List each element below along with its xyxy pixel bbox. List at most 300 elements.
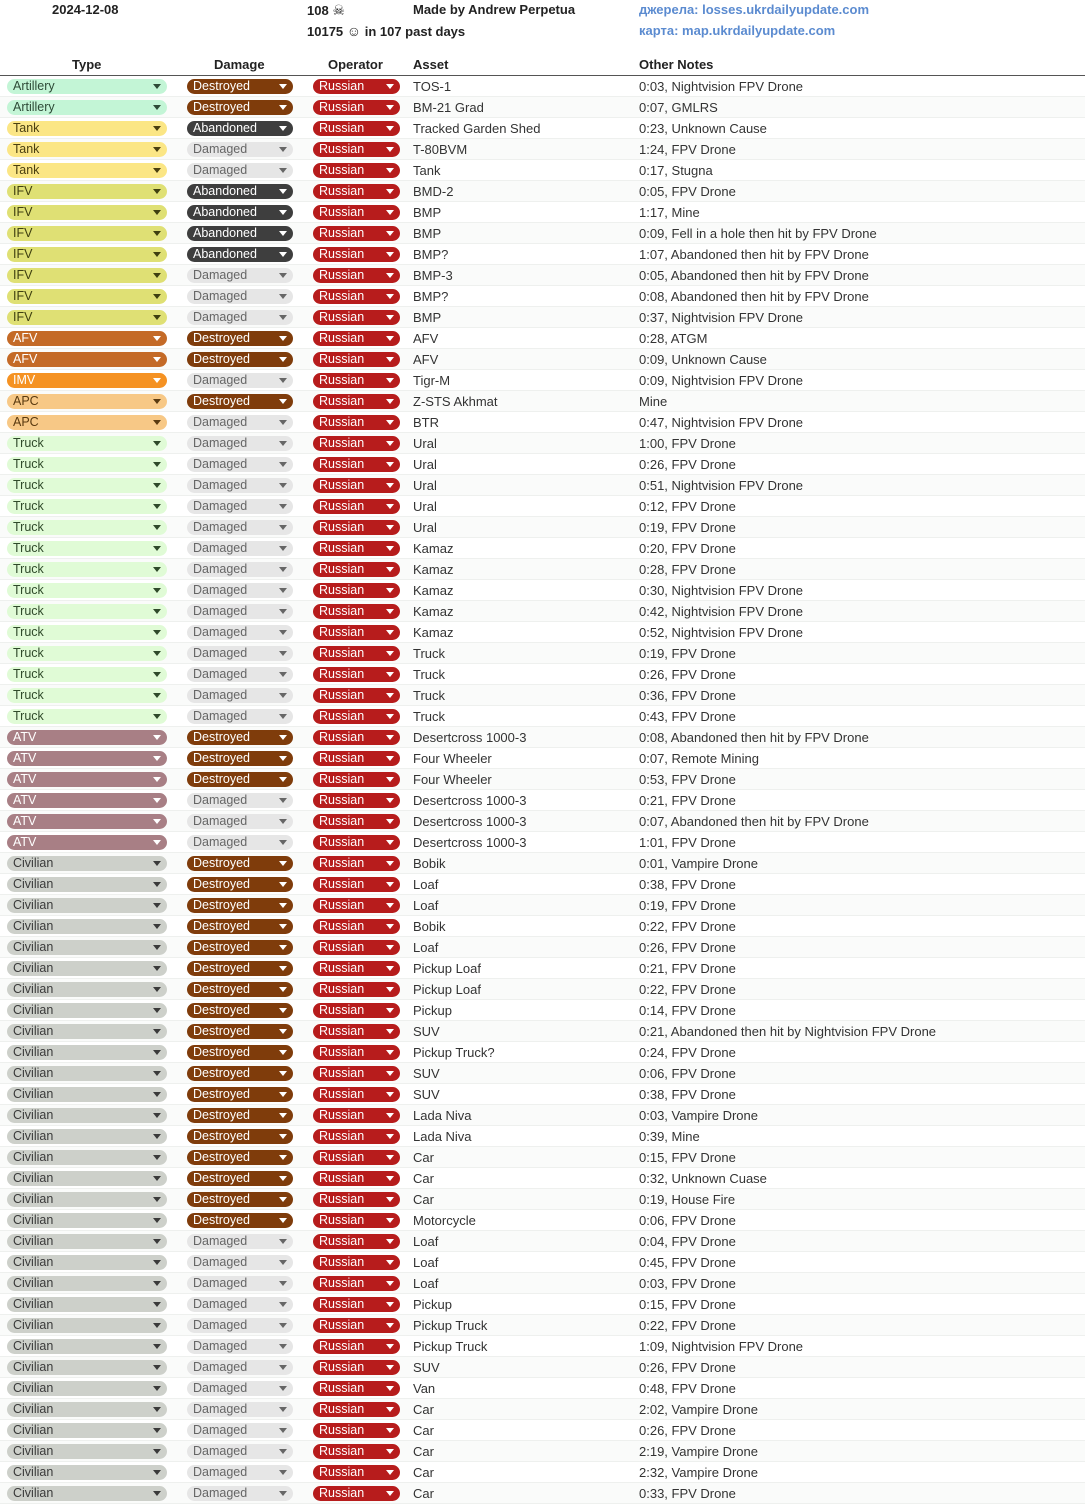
type-dropdown[interactable] [7,814,167,829]
operator-dropdown[interactable] [313,625,400,640]
type-dropdown[interactable] [7,247,167,262]
damage-dropdown[interactable] [187,1486,293,1501]
damage-dropdown[interactable] [187,1255,293,1270]
asset-cell[interactable]: Desertcross 1000-3 [413,835,527,850]
operator-dropdown[interactable] [313,1234,400,1249]
damage-dropdown[interactable] [187,121,293,136]
notes-cell[interactable]: 0:52, Nightvision FPV Drone [639,625,804,640]
damage-dropdown[interactable] [187,415,293,430]
asset-cell[interactable]: T-80BVM [413,142,468,157]
asset-cell[interactable]: BMP [413,310,442,325]
asset-cell[interactable]: Ural [413,457,437,472]
type-dropdown[interactable] [7,940,167,955]
asset-cell[interactable]: Car [413,1465,434,1480]
damage-dropdown[interactable] [187,961,293,976]
asset-cell[interactable]: Kamaz [413,541,454,556]
notes-cell[interactable]: 0:45, FPV Drone [639,1255,736,1270]
notes-cell[interactable]: 0:30, Nightvision FPV Drone [639,583,804,598]
notes-cell[interactable]: 0:38, FPV Drone [639,877,736,892]
damage-dropdown[interactable] [187,1150,293,1165]
operator-dropdown[interactable] [313,982,400,997]
notes-cell[interactable]: 0:37, Nightvision FPV Drone [639,310,804,325]
type-dropdown[interactable] [7,373,167,388]
notes-cell[interactable]: 0:23, Unknown Cause [639,121,767,136]
operator-dropdown[interactable] [313,688,400,703]
operator-dropdown[interactable] [313,1192,400,1207]
operator-dropdown[interactable] [313,877,400,892]
type-dropdown[interactable] [7,709,167,724]
damage-dropdown[interactable] [187,1087,293,1102]
damage-dropdown[interactable] [187,1192,293,1207]
asset-cell[interactable]: Tigr-M [413,373,451,388]
damage-dropdown[interactable] [187,373,293,388]
damage-dropdown[interactable] [187,520,293,535]
operator-dropdown[interactable] [313,352,400,367]
damage-dropdown[interactable] [187,457,293,472]
damage-dropdown[interactable] [187,352,293,367]
asset-cell[interactable]: Car [413,1486,434,1501]
asset-cell[interactable]: Lada Niva [413,1129,472,1144]
asset-cell[interactable]: Tracked Garden Shed [413,121,541,136]
type-dropdown[interactable] [7,625,167,640]
type-dropdown[interactable] [7,142,167,157]
asset-cell[interactable]: Car [413,1444,434,1459]
notes-cell[interactable]: 0:07, Abandoned then hit by FPV Drone [639,814,869,829]
asset-cell[interactable]: Van [413,1381,436,1396]
notes-cell[interactable]: 1:01, FPV Drone [639,835,736,850]
type-dropdown[interactable] [7,1087,167,1102]
damage-dropdown[interactable] [187,163,293,178]
asset-cell[interactable]: Desertcross 1000-3 [413,793,527,808]
asset-cell[interactable]: Loaf [413,1255,439,1270]
asset-cell[interactable]: Truck [413,667,446,682]
damage-dropdown[interactable] [187,268,293,283]
notes-cell[interactable]: 0:03, Vampire Drone [639,1108,758,1123]
type-dropdown[interactable] [7,1255,167,1270]
operator-dropdown[interactable] [313,1213,400,1228]
damage-dropdown[interactable] [187,730,293,745]
operator-dropdown[interactable] [313,478,400,493]
asset-cell[interactable]: BMP? [413,289,449,304]
notes-cell[interactable]: 0:05, FPV Drone [639,184,736,199]
operator-dropdown[interactable] [313,1108,400,1123]
type-dropdown[interactable] [7,121,167,136]
notes-cell[interactable]: 0:09, Unknown Cause [639,352,767,367]
type-dropdown[interactable] [7,1339,167,1354]
notes-cell[interactable]: 0:39, Mine [639,1129,700,1144]
operator-dropdown[interactable] [313,1003,400,1018]
type-dropdown[interactable] [7,184,167,199]
damage-dropdown[interactable] [187,1003,293,1018]
type-dropdown[interactable] [7,961,167,976]
notes-cell[interactable]: 0:03, Nightvision FPV Drone [639,79,804,94]
damage-dropdown[interactable] [187,478,293,493]
damage-dropdown[interactable] [187,1423,293,1438]
type-dropdown[interactable] [7,856,167,871]
type-dropdown[interactable] [7,436,167,451]
damage-dropdown[interactable] [187,982,293,997]
operator-dropdown[interactable] [313,415,400,430]
asset-cell[interactable]: Kamaz [413,625,454,640]
notes-cell[interactable]: 0:04, FPV Drone [639,1234,736,1249]
type-dropdown[interactable] [7,1360,167,1375]
type-dropdown[interactable] [7,1402,167,1417]
operator-dropdown[interactable] [313,814,400,829]
type-dropdown[interactable] [7,877,167,892]
damage-dropdown[interactable] [187,1234,293,1249]
operator-dropdown[interactable] [313,499,400,514]
type-dropdown[interactable] [7,646,167,661]
asset-cell[interactable]: BMP [413,205,442,220]
asset-cell[interactable]: Pickup Truck [413,1339,488,1354]
asset-cell[interactable]: Kamaz [413,562,454,577]
notes-cell[interactable]: 0:19, FPV Drone [639,898,736,913]
type-dropdown[interactable] [7,1234,167,1249]
type-dropdown[interactable] [7,205,167,220]
damage-dropdown[interactable] [187,1297,293,1312]
operator-dropdown[interactable] [313,730,400,745]
notes-cell[interactable]: 0:06, FPV Drone [639,1213,736,1228]
type-dropdown[interactable] [7,1003,167,1018]
type-dropdown[interactable] [7,1444,167,1459]
notes-cell[interactable]: 0:24, FPV Drone [639,1045,736,1060]
asset-cell[interactable]: BMP-3 [413,268,453,283]
type-dropdown[interactable] [7,1171,167,1186]
damage-dropdown[interactable] [187,793,293,808]
asset-cell[interactable]: Desertcross 1000-3 [413,814,527,829]
damage-dropdown[interactable] [187,1381,293,1396]
map-link[interactable]: карта: map.ukrdailyupdate.com [639,23,836,38]
column-header-asset[interactable]: Asset [413,57,449,72]
type-dropdown[interactable] [7,163,167,178]
sources-link[interactable]: джерела: losses.ukrdailyupdate.com [639,2,870,17]
asset-cell[interactable]: Pickup [413,1297,453,1312]
damage-dropdown[interactable] [187,898,293,913]
asset-cell[interactable]: Kamaz [413,583,454,598]
notes-cell[interactable]: 0:09, Nightvision FPV Drone [639,373,804,388]
asset-cell[interactable]: Truck [413,688,446,703]
asset-cell[interactable]: AFV [413,352,439,367]
damage-dropdown[interactable] [187,688,293,703]
operator-dropdown[interactable] [313,898,400,913]
notes-cell[interactable]: 0:26, FPV Drone [639,457,736,472]
notes-cell[interactable]: 0:20, FPV Drone [639,541,736,556]
asset-cell[interactable]: Loaf [413,877,439,892]
asset-cell[interactable]: Tank [413,163,441,178]
asset-cell[interactable]: Lada Niva [413,1108,472,1123]
notes-cell[interactable]: 0:21, FPV Drone [639,961,736,976]
type-dropdown[interactable] [7,541,167,556]
asset-cell[interactable]: Loaf [413,898,439,913]
asset-cell[interactable]: SUV [413,1066,440,1081]
operator-dropdown[interactable] [313,961,400,976]
type-dropdown[interactable] [7,730,167,745]
operator-dropdown[interactable] [313,247,400,262]
notes-cell[interactable]: 0:05, Abandoned then hit by FPV Drone [639,268,869,283]
notes-cell[interactable]: 0:32, Unknown Cuase [639,1171,767,1186]
operator-dropdown[interactable] [313,583,400,598]
asset-cell[interactable]: Pickup [413,1003,453,1018]
operator-dropdown[interactable] [313,1465,400,1480]
operator-dropdown[interactable] [313,856,400,871]
asset-cell[interactable]: Truck [413,646,446,661]
notes-cell[interactable]: 2:19, Vampire Drone [639,1444,758,1459]
damage-dropdown[interactable] [187,583,293,598]
notes-cell[interactable]: 1:09, Nightvision FPV Drone [639,1339,804,1354]
operator-dropdown[interactable] [313,520,400,535]
asset-cell[interactable]: Car [413,1192,434,1207]
type-dropdown[interactable] [7,1024,167,1039]
column-header-notes[interactable]: Other Notes [639,57,714,72]
notes-cell[interactable]: 0:22, FPV Drone [639,919,736,934]
notes-cell[interactable]: 0:43, FPV Drone [639,709,736,724]
type-dropdown[interactable] [7,919,167,934]
asset-cell[interactable]: Ural [413,436,437,451]
operator-dropdown[interactable] [313,1297,400,1312]
damage-dropdown[interactable] [187,394,293,409]
asset-cell[interactable]: Kamaz [413,604,454,619]
operator-dropdown[interactable] [313,457,400,472]
type-dropdown[interactable] [7,793,167,808]
notes-cell[interactable]: 0:09, Fell in a hole then hit by FPV Drone [639,226,877,241]
damage-dropdown[interactable] [187,1171,293,1186]
damage-dropdown[interactable] [187,142,293,157]
type-dropdown[interactable] [7,1066,167,1081]
asset-cell[interactable]: Four Wheeler [413,772,492,787]
notes-cell[interactable]: 0:01, Vampire Drone [639,856,758,871]
asset-cell[interactable]: Ural [413,478,437,493]
damage-dropdown[interactable] [187,79,293,94]
damage-dropdown[interactable] [187,772,293,787]
asset-cell[interactable]: BM-21 Grad [413,100,484,115]
type-dropdown[interactable] [7,1108,167,1123]
notes-cell[interactable]: 0:28, FPV Drone [639,562,736,577]
type-dropdown[interactable] [7,1150,167,1165]
operator-dropdown[interactable] [313,1276,400,1291]
notes-cell[interactable]: 0:36, FPV Drone [639,688,736,703]
type-dropdown[interactable] [7,268,167,283]
operator-dropdown[interactable] [313,100,400,115]
asset-cell[interactable]: Motorcycle [413,1213,476,1228]
damage-dropdown[interactable] [187,499,293,514]
type-dropdown[interactable] [7,982,167,997]
notes-cell[interactable]: 0:19, FPV Drone [639,520,736,535]
asset-cell[interactable]: Car [413,1150,434,1165]
notes-cell[interactable]: 0:26, FPV Drone [639,667,736,682]
damage-dropdown[interactable] [187,856,293,871]
damage-dropdown[interactable] [187,1045,293,1060]
notes-cell[interactable]: 0:15, FPV Drone [639,1150,736,1165]
notes-cell[interactable]: 0:19, FPV Drone [639,646,736,661]
notes-cell[interactable]: 0:08, Abandoned then hit by FPV Drone [639,730,869,745]
type-dropdown[interactable] [7,1045,167,1060]
operator-dropdown[interactable] [313,835,400,850]
operator-dropdown[interactable] [313,793,400,808]
operator-dropdown[interactable] [313,772,400,787]
type-dropdown[interactable] [7,226,167,241]
type-dropdown[interactable] [7,394,167,409]
notes-cell[interactable]: 1:00, FPV Drone [639,436,736,451]
operator-dropdown[interactable] [313,1129,400,1144]
damage-dropdown[interactable] [187,226,293,241]
notes-cell[interactable]: 0:07, Remote Mining [639,751,759,766]
notes-cell[interactable]: 0:19, House Fire [639,1192,736,1207]
damage-dropdown[interactable] [187,1339,293,1354]
operator-dropdown[interactable] [313,1339,400,1354]
notes-cell[interactable]: 0:26, FPV Drone [639,940,736,955]
operator-dropdown[interactable] [313,268,400,283]
notes-cell[interactable]: 0:47, Nightvision FPV Drone [639,415,804,430]
notes-cell[interactable]: 0:53, FPV Drone [639,772,736,787]
asset-cell[interactable]: Pickup Loaf [413,961,481,976]
damage-dropdown[interactable] [187,1360,293,1375]
column-header-type[interactable]: Type [72,57,102,72]
asset-cell[interactable]: SUV [413,1087,440,1102]
asset-cell[interactable]: Pickup Loaf [413,982,481,997]
type-dropdown[interactable] [7,331,167,346]
asset-cell[interactable]: Loaf [413,1234,439,1249]
operator-dropdown[interactable] [313,331,400,346]
asset-cell[interactable]: Truck [413,709,446,724]
column-header-operator[interactable]: Operator [328,57,383,72]
operator-dropdown[interactable] [313,919,400,934]
type-dropdown[interactable] [7,100,167,115]
notes-cell[interactable]: 0:14, FPV Drone [639,1003,736,1018]
damage-dropdown[interactable] [187,541,293,556]
damage-dropdown[interactable] [187,1024,293,1039]
asset-cell[interactable]: Car [413,1171,434,1186]
notes-cell[interactable]: 1:07, Abandoned then hit by FPV Drone [639,247,869,262]
damage-dropdown[interactable] [187,709,293,724]
damage-dropdown[interactable] [187,940,293,955]
operator-dropdown[interactable] [313,1255,400,1270]
type-dropdown[interactable] [7,478,167,493]
asset-cell[interactable]: Ural [413,499,437,514]
notes-cell[interactable]: 0:21, Abandoned then hit by Nightvision FPV Drone [639,1024,937,1039]
notes-cell[interactable]: 0:22, FPV Drone [639,982,736,997]
type-dropdown[interactable] [7,79,167,94]
asset-cell[interactable]: Ural [413,520,437,535]
damage-dropdown[interactable] [187,751,293,766]
asset-cell[interactable]: TOS-1 [413,79,452,94]
damage-dropdown[interactable] [187,1465,293,1480]
operator-dropdown[interactable] [313,1423,400,1438]
notes-cell[interactable]: 0:48, FPV Drone [639,1381,736,1396]
notes-cell[interactable]: 1:24, FPV Drone [639,142,736,157]
operator-dropdown[interactable] [313,394,400,409]
damage-dropdown[interactable] [187,310,293,325]
damage-dropdown[interactable] [187,646,293,661]
operator-dropdown[interactable] [313,1024,400,1039]
asset-cell[interactable]: Z-STS Akhmat [413,394,498,409]
type-dropdown[interactable] [7,1381,167,1396]
asset-cell[interactable]: Pickup Truck? [413,1045,495,1060]
notes-cell[interactable]: 0:03, FPV Drone [639,1276,736,1291]
damage-dropdown[interactable] [187,814,293,829]
asset-cell[interactable]: Loaf [413,1276,439,1291]
notes-cell[interactable]: 0:42, Nightvision FPV Drone [639,604,804,619]
operator-dropdown[interactable] [313,163,400,178]
damage-dropdown[interactable] [187,877,293,892]
damage-dropdown[interactable] [187,1108,293,1123]
notes-cell[interactable]: 0:12, FPV Drone [639,499,736,514]
type-dropdown[interactable] [7,1213,167,1228]
operator-dropdown[interactable] [313,1381,400,1396]
operator-dropdown[interactable] [313,751,400,766]
asset-cell[interactable]: Car [413,1423,434,1438]
operator-dropdown[interactable] [313,121,400,136]
type-dropdown[interactable] [7,310,167,325]
asset-cell[interactable]: Bobik [413,919,446,934]
type-dropdown[interactable] [7,520,167,535]
type-dropdown[interactable] [7,1318,167,1333]
type-dropdown[interactable] [7,751,167,766]
type-dropdown[interactable] [7,1129,167,1144]
asset-cell[interactable]: SUV [413,1360,440,1375]
notes-cell[interactable]: 0:22, FPV Drone [639,1318,736,1333]
damage-dropdown[interactable] [187,205,293,220]
type-dropdown[interactable] [7,1423,167,1438]
operator-dropdown[interactable] [313,1150,400,1165]
operator-dropdown[interactable] [313,373,400,388]
operator-dropdown[interactable] [313,1045,400,1060]
type-dropdown[interactable] [7,667,167,682]
notes-cell[interactable]: 0:07, GMLRS [639,100,718,115]
operator-dropdown[interactable] [313,1066,400,1081]
asset-cell[interactable]: BMD-2 [413,184,454,199]
type-dropdown[interactable] [7,352,167,367]
asset-cell[interactable]: BTR [413,415,439,430]
type-dropdown[interactable] [7,289,167,304]
operator-dropdown[interactable] [313,604,400,619]
notes-cell[interactable]: 0:28, ATGM [639,331,708,346]
asset-cell[interactable]: Car [413,1402,434,1417]
damage-dropdown[interactable] [187,289,293,304]
operator-dropdown[interactable] [313,289,400,304]
notes-cell[interactable]: 0:15, FPV Drone [639,1297,736,1312]
notes-cell[interactable]: 1:17, Mine [639,205,700,220]
damage-dropdown[interactable] [187,604,293,619]
operator-dropdown[interactable] [313,709,400,724]
type-dropdown[interactable] [7,562,167,577]
damage-dropdown[interactable] [187,184,293,199]
type-dropdown[interactable] [7,499,167,514]
operator-dropdown[interactable] [313,541,400,556]
type-dropdown[interactable] [7,1465,167,1480]
asset-cell[interactable]: BMP [413,226,442,241]
operator-dropdown[interactable] [313,310,400,325]
damage-dropdown[interactable] [187,1066,293,1081]
damage-dropdown[interactable] [187,1213,293,1228]
asset-cell[interactable]: Pickup Truck [413,1318,488,1333]
type-dropdown[interactable] [7,583,167,598]
damage-dropdown[interactable] [187,1276,293,1291]
damage-dropdown[interactable] [187,625,293,640]
operator-dropdown[interactable] [313,436,400,451]
operator-dropdown[interactable] [313,1486,400,1501]
asset-cell[interactable]: Loaf [413,940,439,955]
type-dropdown[interactable] [7,415,167,430]
damage-dropdown[interactable] [187,667,293,682]
type-dropdown[interactable] [7,772,167,787]
operator-dropdown[interactable] [313,646,400,661]
column-header-damage[interactable]: Damage [214,57,265,72]
type-dropdown[interactable] [7,604,167,619]
damage-dropdown[interactable] [187,1318,293,1333]
type-dropdown[interactable] [7,1276,167,1291]
asset-cell[interactable]: AFV [413,331,439,346]
damage-dropdown[interactable] [187,100,293,115]
